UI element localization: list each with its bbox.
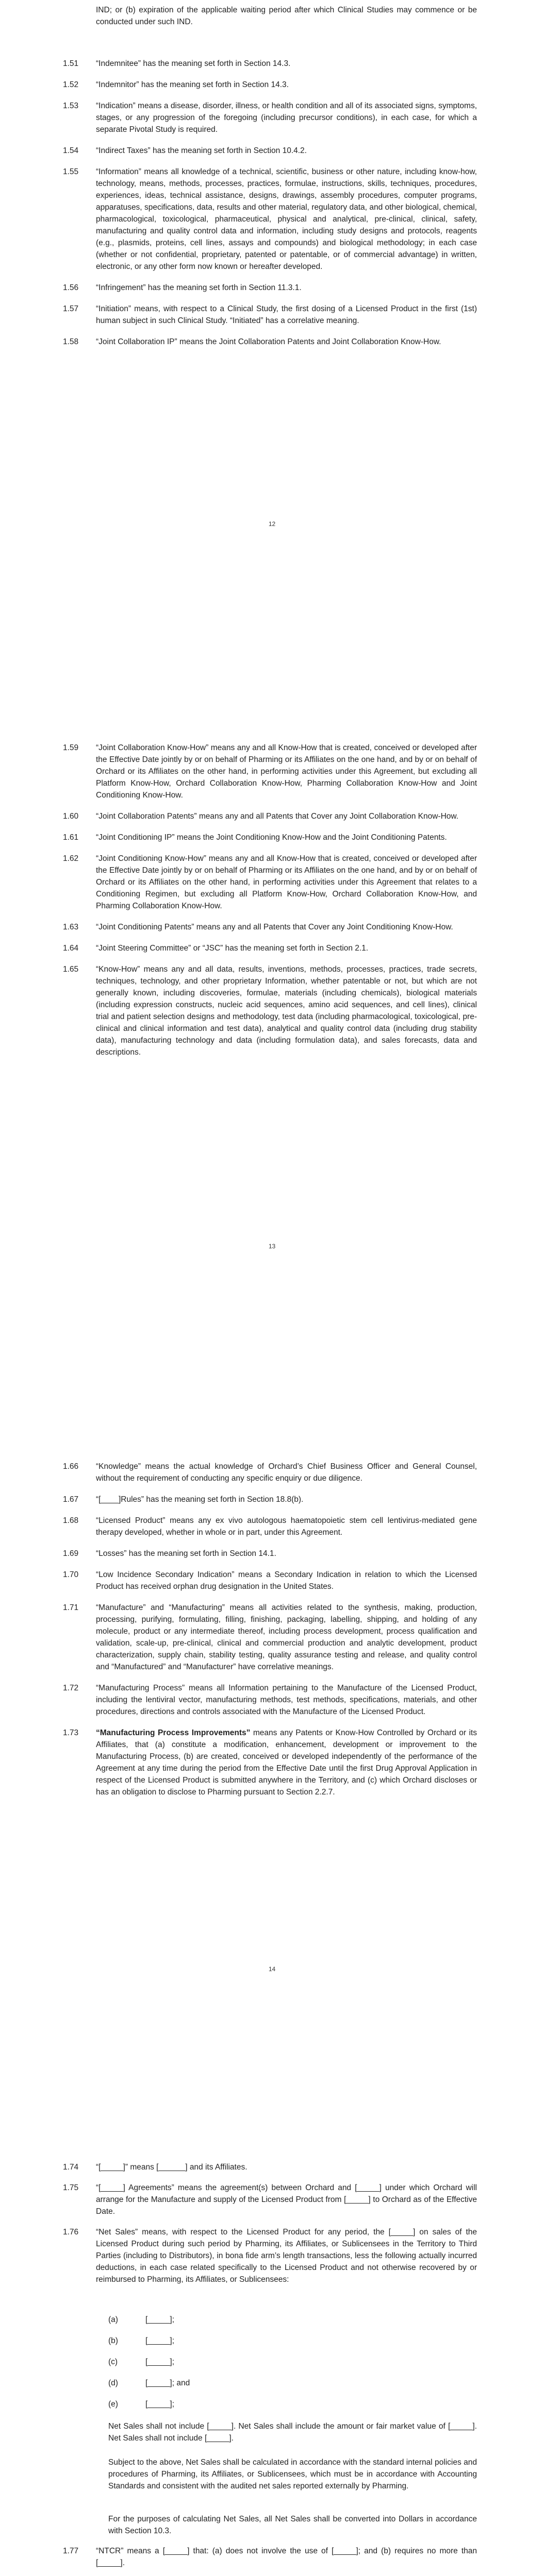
clause-1-69 — [0, 1548, 544, 1560]
definition: means, with respect to a Clinical Study, the first dosing of a Licensed Product in the first (1st) human subject in such Clinical Study. “Initiated” has a correlative meaning. — [96, 304, 477, 325]
defined-term: “Licensed Product” — [96, 1516, 166, 1525]
clause-list — [0, 742, 544, 1067]
net-sales-inclusions: Net Sales shall not include [_____]. Net Sales shall include the amount or fair market value of [_____]. Net Sales shall not include [_____]. — [108, 2422, 477, 2443]
definition: has the meaning set forth in Section 2.1. — [223, 944, 369, 953]
clause-1-54 — [0, 145, 544, 157]
clause-text — [96, 1602, 477, 1673]
net-sales-currency: For the purposes of calculating Net Sales, all Net Sales shall be converted into Dollars in accordance with Section 10.3. — [108, 2515, 477, 2535]
deduction-item — [0, 2377, 544, 2389]
item-label: (c) — [108, 2358, 118, 2366]
clause-text: “[_____]” means [______] and its Affiliates. — [96, 2163, 248, 2172]
clause-number: 1.54 — [63, 146, 79, 155]
defined-term: “Manufacture” and “Manufacturing” — [96, 1603, 225, 1612]
definition: means all activities related to the synthesis, making, production, processing, purifying, formulating, filling, finishing, packaging, labelling, shipping, and holding of any molecule, product or any intermediate thereof, including process development, process qualification and validation, scale-up, pre-clinical, clinical and commercial production and analytic development, product characterization, supply chain, stability testing, quality assurance testing and release, and quality control and “Manufactured” and “Manufacturer” have correlative meanings. — [96, 1603, 477, 1671]
defined-term: “Indication” — [96, 101, 136, 110]
clause-1-59 — [0, 742, 544, 801]
clause-list — [0, 1461, 544, 1807]
clause-number: 1.52 — [63, 80, 79, 89]
clause-1-68 — [0, 1515, 544, 1538]
clause-text — [96, 1569, 477, 1592]
defined-term: “Joint Conditioning Know-How” — [96, 854, 206, 863]
clause-number: 1.53 — [63, 101, 79, 110]
definition: has the meaning set forth in Section 14.3. — [141, 59, 291, 68]
page-number: 12 — [268, 520, 276, 528]
definition: means the Joint Collaboration Patents and Joint Collaboration Know-How. — [177, 337, 441, 346]
clause-text — [96, 166, 477, 273]
clause-1-67 — [0, 1494, 544, 1505]
clause-number: 1.60 — [63, 812, 79, 821]
defined-term: “Information” — [96, 167, 141, 176]
clause-1-70 — [0, 1569, 544, 1592]
clause-text — [96, 921, 477, 933]
clause-1-55 — [0, 166, 544, 273]
defined-term: “Manufacturing Process” — [96, 1684, 185, 1692]
defined-term: “Indemnitor” — [96, 80, 139, 89]
clause-text — [96, 810, 477, 822]
definition: means any and all Know-How that is created, conceived or developed after the Effective Date jointly by or on behalf of Pharming or its Affiliates on the one hand, and by or on behalf of Orchard or its Affiliates on the other hand, in performing activities under this Agreement, but excluding all Platform Know-How, Orchard Collaboration Know-How, Pharming Collaboration Know-How and Joint Conditioning Know-How. — [96, 743, 477, 800]
definition: has the meaning set forth in Section 14.1. — [126, 1549, 276, 1558]
defined-term: “Joint Collaboration Patents” — [96, 812, 197, 821]
definition: means all knowledge of a technical, scientific, business or other nature, including know-how, technology, means, methods, processes, practices, formulae, instructions, skills, techniques, procedures, experiences, ideas, technical assistance, designs, drawings, assembly procedures, computer programs, apparatuses, specifications, data, results and other material, regulatory data, and other biological, chemical, pharmacological, toxicological, pharmaceutical, physical and analytical, pre-clinical, clinical, safety, manufacturing and quality control data and information, including study designs and protocols, reagents (e.g., plasmids, proteins, cell lines, assays and compounds) and biological methodology; in each case (whether or not confidential, proprietary, patented or patentable, or of commercial advantage) in written, electronic, or any other form now known or hereafter developed. — [96, 167, 477, 271]
clause-1-56 — [0, 282, 544, 294]
clause-1-71 — [0, 1602, 544, 1673]
clause-1-62 — [0, 853, 544, 912]
clause-1-73 — [0, 1727, 544, 1798]
defined-term: “Joint Conditioning Patents” — [96, 923, 194, 931]
clause-number: 1.64 — [63, 944, 79, 953]
definition: has the meaning set forth in Section 10.4.2. — [150, 146, 307, 155]
item-text: [_____]; — [145, 2315, 175, 2324]
deduction-item — [0, 2356, 544, 2368]
clause-number: 1.55 — [63, 167, 79, 176]
clause-1-63 — [0, 921, 544, 933]
clause-number: 1.69 — [63, 1549, 79, 1558]
definition: has the meaning set forth in Section 14.3. — [139, 80, 289, 89]
clause-number: 1.72 — [63, 1684, 79, 1692]
clause-text: “Net Sales” means, with respect to the Licensed Product for any period, the [_____] on sales of the Licensed Product during such period by Pharming, its Affiliates, or Sublicensees in the Territory to Third Parties (including to Distributors), in bona fide arm’s length transactions, less the following actually incurred deductions, in each case related specifically to the Licensed Product and not otherwise recovered by or reimbursed to Pharming, its Affiliates, or Sublicensees: — [96, 2228, 477, 2284]
definition: means any Patents or Know-How Controlled by Orchard or its Affiliates, that (a) constitute a modification, enhancement, development or improvement to the Manufacturing Process, (b) are created, conceived or developed independently of the performance of the Agreement at any time during the period from the Effective Date until the first Drug Approval Application in respect of the Licensed Product is submitted anywhere in the Territory, and (c) which Orchard discloses or has an obligation to disclose to Pharming pursuant to Section 2.2.7. — [96, 1728, 477, 1797]
clause-1-77 — [0, 2545, 544, 2569]
defined-term: “Manufacturing Process Improvements” — [96, 1728, 251, 1737]
clause-1-61 — [0, 832, 544, 843]
clause-text — [96, 1494, 477, 1505]
clause-number: 1.76 — [63, 2228, 79, 2236]
clause-number: 1.66 — [63, 1462, 79, 1471]
clause-1-74 — [0, 2161, 544, 2173]
defined-term: “Joint Collaboration IP” — [96, 337, 177, 346]
clause-1-57 — [0, 303, 544, 327]
clause-1-66 — [0, 1461, 544, 1484]
clause-number: 1.77 — [63, 2547, 79, 2555]
clause-text — [96, 145, 477, 157]
defined-term: “[____]Rules” — [96, 1495, 144, 1504]
net-sales-deductions — [0, 2314, 544, 2419]
item-label: (b) — [108, 2336, 118, 2345]
definition: means a Secondary Indication in relation to which the Licensed Product has received orphan drug designation in the United States. — [96, 1570, 477, 1591]
clause-1-75 — [0, 2182, 544, 2217]
clause-1-60 — [0, 810, 544, 822]
defined-term: “Losses” — [96, 1549, 127, 1558]
definition: has the meaning set forth in Section 11.3.1. — [145, 283, 302, 292]
clause-number: 1.59 — [63, 743, 79, 752]
page-number: 13 — [268, 1243, 276, 1250]
clause-text — [96, 942, 477, 954]
defined-term: “Indirect Taxes” — [96, 146, 151, 155]
defined-term: “Indemnitee” — [96, 59, 141, 68]
item-text: [_____]; — [145, 2400, 175, 2409]
item-label: (e) — [108, 2400, 118, 2409]
clause-1-51 — [0, 58, 544, 70]
clause-text — [96, 282, 477, 294]
defined-term: “Initiation” — [96, 304, 131, 313]
definition: means any and all Know-How that is created, conceived or developed after the Effective Date jointly by or on behalf of Pharming or its Affiliates on the one hand, and by or on behalf of Orchard or its Affiliates on the other hand, in performing activities under this Agreement that relates to a Conditioning Regimen, but excluding all Platform Know-How, Orchard Collaboration Know-How, and Pharming Collaboration Know-How. — [96, 854, 477, 910]
clause-number: 1.68 — [63, 1516, 79, 1525]
defined-term: “Know-How” — [96, 965, 140, 974]
definition: means all Information pertaining to the Manufacture of the Licensed Product, including the lentiviral vector, manufacturing methods, test methods, specifications, materials, and other procedures, directions and controls associated with the Manufacture of the Licensed Product. — [96, 1684, 477, 1716]
definition: means any ex vivo autologous haematopoietic stem cell lentivirus-mediated gene therapy developed, whether in whole or in part, under this Agreement. — [96, 1516, 477, 1537]
clause-text — [96, 742, 477, 801]
item-label: (a) — [108, 2315, 118, 2324]
deduction-item — [0, 2398, 544, 2410]
defined-term: “Low Incidence Secondary Indication” — [96, 1570, 235, 1579]
definition: means any and all Patents that Cover any Joint Conditioning Know-How. — [194, 923, 453, 931]
net-sales-calculation: Subject to the above, Net Sales shall be calculated in accordance with the standard internal policies and procedures of Pharming, its Affiliates, or Sublicensees, which must be in accordance with Accounting Standards and consistent with the audited net sales reported externally by Pharming. — [108, 2458, 477, 2490]
clause-text — [96, 832, 477, 843]
clause-number: 1.75 — [63, 2183, 79, 2192]
clause-text — [96, 1548, 477, 1560]
clause-number: 1.70 — [63, 1570, 79, 1579]
page-number: 14 — [268, 1965, 276, 1973]
clause-number: 1.71 — [63, 1603, 79, 1612]
defined-term: “Joint Collaboration Know-How” — [96, 743, 209, 752]
definition: has the meaning set forth in Section 18.8(b). — [144, 1495, 304, 1504]
clause-number: 1.62 — [63, 854, 79, 863]
clause-1-72 — [0, 1682, 544, 1718]
clause-number: 1.73 — [63, 1728, 79, 1737]
clause-number: 1.57 — [63, 304, 79, 313]
clause-text — [96, 303, 477, 327]
defined-term: “Knowledge” — [96, 1462, 141, 1471]
defined-term: “Joint Conditioning IP” — [96, 833, 175, 842]
clause-number: 1.74 — [63, 2163, 79, 2172]
clause-text: IND; or (b) expiration of the applicable waiting period after which Clinical Studies may commence or be conducted under such IND. — [96, 6, 477, 26]
clause-text: “NTCR” means a [_____] that: (a) does not involve the use of [_____]; and (b) requires no more than [_____]. — [96, 2547, 477, 2567]
clause-1-52 — [0, 79, 544, 91]
definition: means a disease, disorder, illness, or health condition and all of its associated signs, symptoms, stages, or any progression of the foregoing (including precursor conditions), in each case, for which a separate Pivotal Study is required. — [96, 101, 477, 134]
clause-1-76 — [0, 2226, 544, 2285]
item-label: (d) — [108, 2379, 118, 2387]
clause-text — [96, 853, 477, 912]
clause-list — [0, 58, 544, 357]
clause-text — [96, 1461, 477, 1484]
item-text: [_____]; — [145, 2358, 175, 2366]
clause-number: 1.61 — [63, 833, 79, 842]
definition: means any and all data, results, inventions, methods, processes, practices, trade secrets, techniques, technology, and other proprietary Information, whether patentable or not, but which are not generally known, including discoveries, formulae, materials (including chemicals), biological materials (including expression constructs, nucleic acid sequences, amino acid sequences, and cell lines), clinical trial and patient selection designs and methodology, test data (including pharmacological, toxicological, pre-clinical and clinical information and test data), analytical and quality control data (including drug stability data), manufacturing technology and data (including formulation data), and sales forecasts, data and descriptions. — [96, 965, 477, 1057]
clause-number: 1.63 — [63, 923, 79, 931]
clause-text — [96, 1727, 477, 1798]
clause-1-64 — [0, 942, 544, 954]
deduction-item — [0, 2314, 544, 2326]
item-text: [_____]; — [145, 2336, 175, 2345]
clause-number: 1.51 — [63, 59, 79, 68]
clause-number: 1.65 — [63, 965, 79, 974]
clause-text — [96, 79, 477, 91]
defined-term: “Infringement” — [96, 283, 146, 292]
clause-text — [96, 963, 477, 1058]
clause-text — [96, 1682, 477, 1718]
clause-1-65 — [0, 963, 544, 1058]
clause-text — [96, 58, 477, 70]
clause-number: 1.67 — [63, 1495, 79, 1504]
clause-text — [96, 336, 477, 348]
clause-number: 1.58 — [63, 337, 79, 346]
clause-1-53 — [0, 100, 544, 135]
deduction-item — [0, 2335, 544, 2347]
clause-intro — [0, 4, 544, 28]
definition: means any and all Patents that Cover any Joint Collaboration Know-How. — [196, 812, 459, 821]
clause-number: 1.56 — [63, 283, 79, 292]
definition: means the actual knowledge of Orchard’s Chief Business Officer and General Counsel, without the requirement of conducting any specific enquiry or due diligence. — [96, 1462, 477, 1483]
clause-text — [96, 100, 477, 135]
clause-text: “[_____] Agreements” means the agreement(s) between Orchard and [_____] under which Orchard will arrange for the Manufacture and supply of the Licensed Product from [_____] to Orchard as of the Effective Date. — [96, 2183, 477, 2216]
definition: means the Joint Conditioning Know-How and the Joint Conditioning Patents. — [174, 833, 447, 842]
clause-1-58 — [0, 336, 544, 348]
clause-text — [96, 1515, 477, 1538]
item-text: [_____]; and — [145, 2379, 190, 2387]
defined-term: “Joint Steering Committee” or “JSC” — [96, 944, 223, 953]
